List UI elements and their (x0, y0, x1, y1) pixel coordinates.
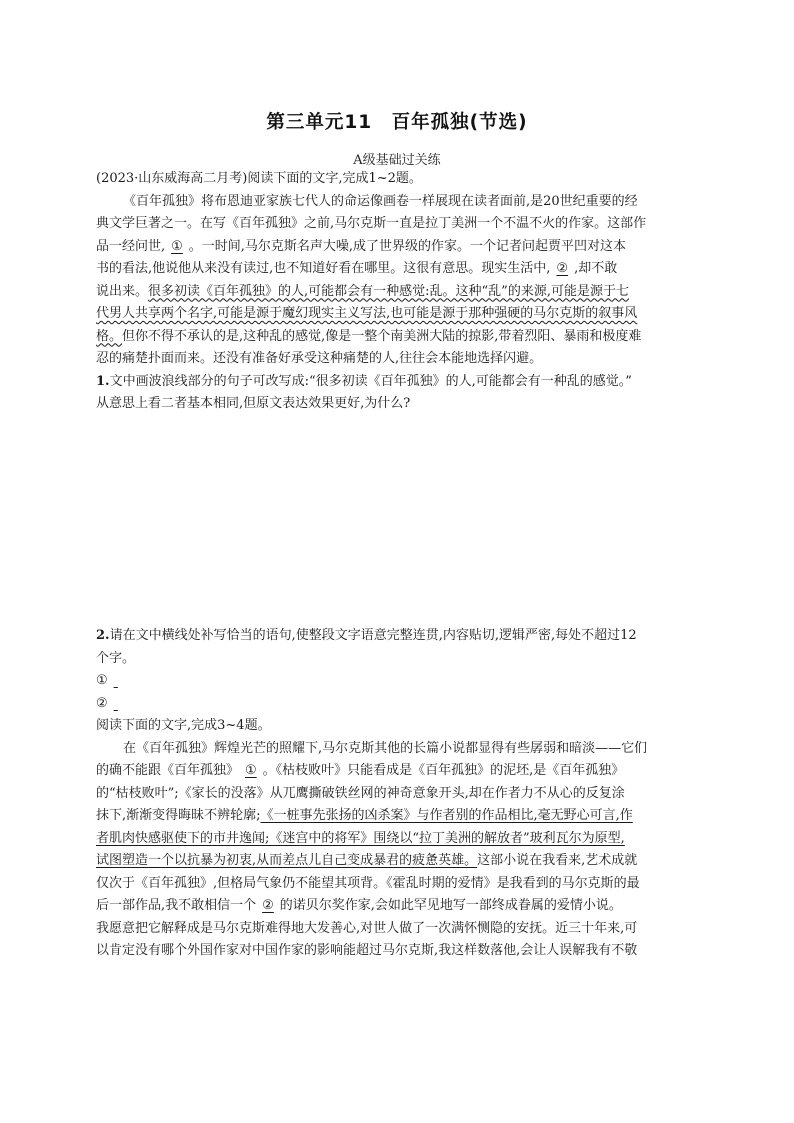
passage-2-line (96, 828, 708, 851)
blank-2: ② (262, 898, 274, 913)
underlined-sentence: 试图塑造一个以抗暴为初衷,从而差点儿自己变成暴君的疲惫英雄。 (96, 853, 478, 868)
underlined-sentence: 者肌肉快感驱使下的市井逸闻;《迷宫中的将军》围绕以“拉丁美洲的解放者”玻利瓦尔为原型, (96, 830, 625, 846)
passage-2-intro: 阅读下面的文字,完成3~4题。 (96, 718, 271, 733)
question-1: 1.文中画波浪线部分的句子可改写成:“很多初读《百年孤独》的人,可能都会有一种乱的感觉。” (96, 373, 632, 389)
passage-1-intro: (2023·山东威海高二月考)阅读下面的文字,完成1~2题。 (96, 171, 422, 186)
question-2: 2.请在文中横线处补写恰当的语句,使整段文字语意完整连贯,内容贴切,逻辑严密,每处不超过12 (96, 628, 637, 643)
wavy-underlined-sentence: 很多初读《百年孤独》的人,可能都会有一种感觉:乱。这种“乱”的来源,可能是源于七 (148, 283, 629, 299)
question-1-cont: 从意思上看二者基本相同,但原文表达效果更好,为什么? (96, 396, 411, 411)
answer-line-1: ① (96, 673, 108, 688)
passage-2-line: 抹下,渐渐变得晦昧不辨轮廓;《一桩事先张扬的凶杀案》与作者别的作品相比,毫无野心可言,作 (96, 808, 633, 823)
passage-2-line: 我愿意把它解释成是马尔克斯难得地大发善心,对世人做了一次满怀恻隐的安抚。近三十年来,可 (96, 920, 638, 936)
question-number: 2. (96, 628, 110, 643)
passage-1-line: 格。但你不得不承认的是,这种乱的感觉,像是一整个南美洲大陆的掠影,带着烈阳、暴雨和极度难 (96, 328, 642, 344)
passage-2-line: 在《百年孤独》辉煌光芒的照耀下,马尔克斯其他的长篇小说都显得有些孱弱和暗淡——它们 (123, 740, 648, 756)
section-level-heading: A级基础过关练 (353, 153, 441, 168)
blank-1: ① (245, 763, 257, 778)
passage-1-line (96, 303, 708, 326)
passage-2-line: 的“枯枝败叶”;《家长的没落》从兀鹰撕破铁丝网的神奇意象开头,却在作者力不从心的反复涂 (96, 785, 625, 801)
passage-1 (96, 168, 708, 416)
underlined-sentence: 《一桩事先张扬的凶杀案》与作者别的作品相比,毫无野心可言,作 (260, 808, 633, 823)
wavy-underlined-sentence: 代男人共享两个名字,可能是源于魔幻现实主义写法,也可能是源于那种强硬的马尔克斯的叙事风 (96, 306, 638, 321)
wavy-underlined-sentence: 格。 (96, 328, 123, 344)
answer-line-2: ② (96, 695, 108, 711)
passage-1-line: 书的看法,他说他从来没有读过,也不知道好看在哪里。这很有意思。现实生活中, ② ,却不敢 (96, 261, 618, 276)
passage-2-line: 以肯定没有哪个外国作家对中国作家的影响能超过马尔克斯,我这样数落他,会让人误解我有不敬 (96, 943, 638, 958)
passage-1-line: 忍的痛楚扑面而来。还没有准备好承受这种痛楚的人,往往会本能地选择闪避。 (96, 351, 543, 366)
passage-2-line: 后一部作品,我不敢相信一个 ② 的诺贝尔奖作家,会如此罕见地写一部终成眷属的爱情小说。 (96, 898, 622, 913)
page-title: 第三单元11 百年孤独(节选) (266, 112, 528, 133)
passage-1-line: 说出来。很多初读《百年孤独》的人,可能都会有一种感觉:乱。这种“乱”的来源,可能是源于七 (96, 283, 629, 299)
blank-2: ② (556, 261, 569, 276)
passage-2-line: 仅次于《百年孤独》,但格局气象仍不能望其项背。《霍乱时期的爱情》是我看到的马尔克斯的最 (96, 875, 640, 891)
passage-1-line: 品一经问世, ① 。一时间,马尔克斯名声大噪,成了世界级的作家。一个记者问起贾平凹对这本 (96, 238, 627, 254)
passage-1-line: 《百年孤独》将布恩迪亚家族七代人的命运像画卷一样展现在读者面前,是20世纪重要的经 (123, 193, 638, 209)
blank-1: ① (171, 238, 183, 254)
passage-2-line: 的确不能跟《百年孤独》 ① 。《枯枝败叶》只能看成是《百年孤独》的泥坯,是《百年孤独》 (96, 763, 625, 778)
question-2-block (96, 625, 708, 963)
passage-1-line: 典文学巨著之一。在写《百年孤独》之前,马尔克斯一直是拉丁美洲一个不温不火的作家。这部作 (96, 216, 647, 231)
question-number: 1. (96, 373, 110, 389)
passage-2-line: 试图塑造一个以抗暴为初衷,从而差点儿自己变成暴君的疲惫英雄。这部小说在我看来,艺术成就 (96, 853, 638, 868)
question-2-cont: 个字。 (96, 650, 136, 666)
